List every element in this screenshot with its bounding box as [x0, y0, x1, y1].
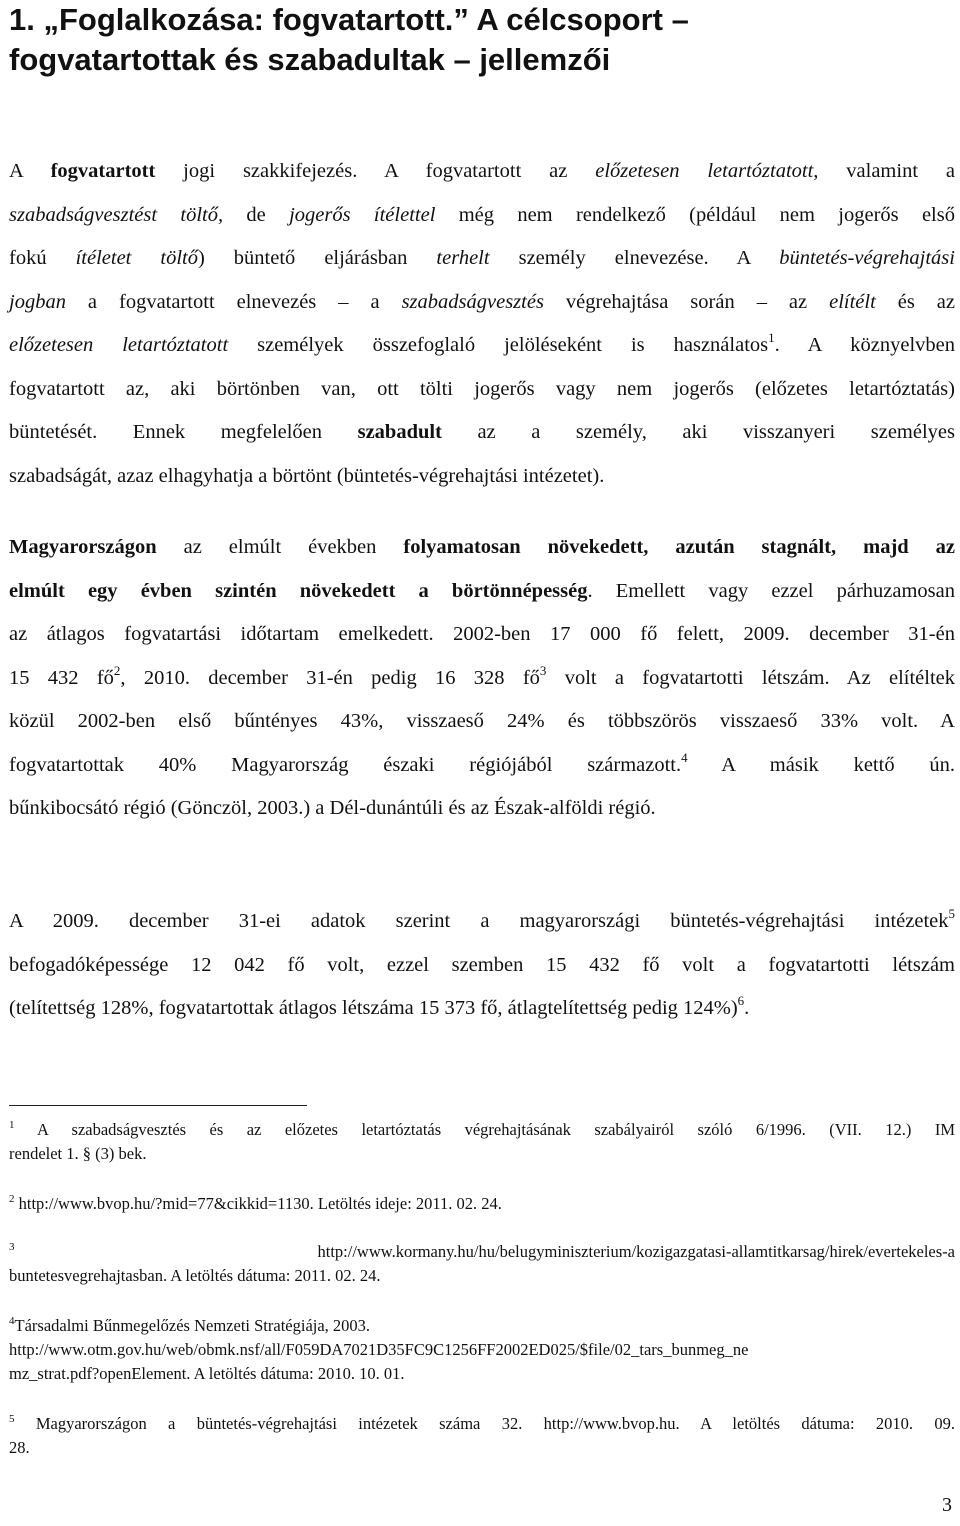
text-run: A 2009. december 31-ei adatok szerint a magyarországi büntetés-végrehajtási intézetek: [9, 910, 949, 932]
footnote-link-text[interactable]: http://www.kormany.hu/hu/belugyminiszterium/kozigazgatasi-allamtitkarsag/hirek/evertekeles-a: [14, 1242, 955, 1261]
italic-term: szabadságvesztés: [401, 290, 544, 313]
text-run: jogi szakkifejezés. A fogvatartott az: [155, 160, 596, 182]
footnote-number: 5: [9, 1413, 15, 1425]
text-run: , 2010. december 31-én pedig 16 328 fő: [120, 666, 540, 689]
text-run: ) büntető eljárásban: [197, 247, 437, 269]
italic-term: előzetesen letartóztatott: [9, 334, 229, 356]
footnote-link-text[interactable]: http://www.bvop.hu/?mid=77&cikkid=1130. Letöltés ideje: 2011. 02. 24.: [14, 1194, 502, 1213]
text-run: . Emellett vagy ezzel párhuzamosan: [587, 579, 955, 602]
bold-term: fogvatartott: [50, 160, 156, 182]
footnote-line[interactable]: http://www.otm.gov.hu/web/obmk.nsf/all/F059DA7021D35FC9C1256FF2002ED025/$file/02_tars_bunmeg_ne: [9, 1340, 749, 1359]
section-heading-line-1: 1. „Foglalkozása: fogvatartott.” A célcsoport –: [9, 2, 689, 37]
footnote-line: [9, 1314, 955, 1338]
footnote-ref[interactable]: 4: [681, 749, 688, 765]
text-line: [9, 281, 955, 325]
footnote-line: mz_strat.pdf?openElement. A letöltés dátuma: 2010. 10. 01.: [9, 1364, 405, 1383]
footnote-line: [9, 1412, 955, 1436]
text-line: [9, 744, 955, 788]
italic-term: elítélt: [829, 290, 876, 313]
italic-term: jogerős ítélettel: [289, 203, 436, 226]
text-run: . A köznyelvben: [774, 334, 955, 356]
footnote-number: 3: [9, 1241, 15, 1253]
text-run: személy elnevezése. A: [489, 247, 780, 269]
text-run: 15 432 fő: [9, 666, 114, 689]
text-run: büntetését. Ennek megfelelően: [9, 421, 358, 443]
footnote-3: [9, 1240, 955, 1288]
text-line: [9, 194, 955, 238]
page-number: 3: [942, 1494, 952, 1516]
footnote-ref[interactable]: 5: [948, 906, 955, 921]
footnote-ref[interactable]: 1: [768, 330, 775, 345]
footnote-number: 4: [9, 1315, 15, 1327]
italic-term: előzetesen letartóztatott,: [595, 160, 819, 182]
text-line: [9, 987, 955, 1031]
text-run: A másik kettő ún.: [687, 753, 955, 776]
italic-term: jogban: [9, 290, 66, 313]
text-line: [9, 237, 955, 281]
text-line: az átlagos fogvatartási időtartam emelkedett. 2002-ben 17 000 fő felett, 2009. december 31-én: [9, 623, 955, 645]
footnote-text: Társadalmi Bűnmegelőzés Nemzeti Stratégiája, 2003.: [14, 1316, 371, 1335]
footnote-5: [9, 1412, 955, 1460]
paragraph-statistics: [9, 526, 955, 831]
footnote-ref[interactable]: 6: [737, 993, 745, 1008]
text-run: fokú: [9, 247, 76, 269]
footnote-ref[interactable]: 3: [539, 662, 547, 678]
text-run: A: [9, 160, 51, 182]
footnote-4: [9, 1314, 955, 1386]
text-run: végrehajtása során – az: [543, 290, 830, 313]
text-run: az a személy, aki visszanyeri személyes: [441, 421, 956, 443]
text-line: [9, 900, 955, 944]
footnote-line: [9, 1192, 955, 1216]
bold-term: folyamatosan növekedett, azután stagnált, majd az: [403, 536, 955, 558]
text-run: .: [744, 997, 750, 1019]
text-run: valamint a: [818, 160, 955, 182]
text-run: és az: [875, 290, 956, 313]
footnote-line: [9, 1118, 955, 1142]
bold-term: Magyarországon: [9, 536, 157, 558]
footnote-line: buntetesvegrehajtasban. A letöltés dátuma: 2011. 02. 24.: [9, 1266, 381, 1285]
text-line: fogvatartott az, aki börtönben van, ott tölti jogerős vagy nem jogerős (előzetes letartóztatás): [9, 377, 955, 400]
bold-term: szabadult: [357, 421, 442, 443]
footnote-1: [9, 1118, 955, 1166]
text-run: (telítettség 128%, fogvatartottak átlagos létszáma 15 373 fő, átlagtelítettség pedig 124%): [9, 997, 738, 1019]
footnote-separator: [9, 1105, 307, 1106]
text-line: [9, 570, 955, 614]
italic-term: ítéletet töltő: [75, 247, 198, 269]
text-line: bűnkibocsátó régió (Gönczöl, 2003.) a Dél-dunántúli és az Észak-alföldi régió.: [9, 797, 656, 819]
text-run: az elmúlt években: [156, 536, 404, 558]
text-run: személyek összefoglaló jelöléseként is használatos: [228, 334, 769, 356]
text-line: szabadságát, azaz elhagyhatja a börtönt (büntetés-végrehajtási intézetet).: [9, 464, 605, 487]
text-run: a fogvatartott elnevezés – a: [65, 290, 402, 313]
footnote-2: [9, 1192, 955, 1216]
text-line: [9, 411, 955, 455]
italic-term: büntetés-végrehajtási: [779, 247, 955, 269]
footnote-number: 1: [9, 1119, 15, 1131]
bold-term: elmúlt egy évben szintén növekedett a börtönnépesség: [9, 579, 588, 602]
paragraph-definition: [9, 150, 955, 498]
section-heading-line-2: fogvatartottak és szabadultak – jellemzői: [9, 42, 611, 77]
footnote-line: [9, 1240, 955, 1264]
text-run: fogvatartottak 40% Magyarország északi régiójából származott.: [9, 753, 682, 776]
text-line: [9, 324, 955, 368]
text-line: befogadóképessége 12 042 fő volt, ezzel szemben 15 432 fő volt a fogvatartotti létszám: [9, 953, 955, 976]
italic-term: szabadságvesztést töltő,: [9, 203, 224, 226]
footnote-line: rendelet 1. § (3) bek.: [9, 1144, 147, 1163]
text-line: [9, 657, 955, 701]
section-heading: [9, 0, 955, 80]
text-run: de: [223, 203, 290, 226]
text-line: [9, 526, 955, 570]
document-page: [9, 0, 956, 1457]
footnote-number: 2: [9, 1193, 15, 1205]
footnote-ref[interactable]: 2: [113, 662, 121, 678]
text-run: volt a fogvatartotti létszám. Az elítéltek: [546, 666, 955, 689]
italic-term: terhelt: [436, 247, 490, 269]
footnote-text: Magyarországon a büntetés-végrehajtási intézetek száma 32. http://www.bvop.hu. A letöltés dátuma: 2010. 09.: [14, 1414, 955, 1433]
text-run: még nem rendelkező (például nem jogerős első: [435, 203, 955, 226]
text-line: [9, 150, 955, 194]
footnote-text: A szabadságvesztés és az előzetes letartóztatás végrehajtásának szabályairól szóló 6/1996. (VII. 12.) IM: [14, 1120, 955, 1139]
paragraph-capacity: [9, 900, 955, 1031]
text-line: közül 2002-ben első bűntényes 43%, visszaeső 24% és többszörös visszaeső 33% volt. A: [9, 710, 955, 732]
footnote-line: 28.: [9, 1438, 30, 1457]
